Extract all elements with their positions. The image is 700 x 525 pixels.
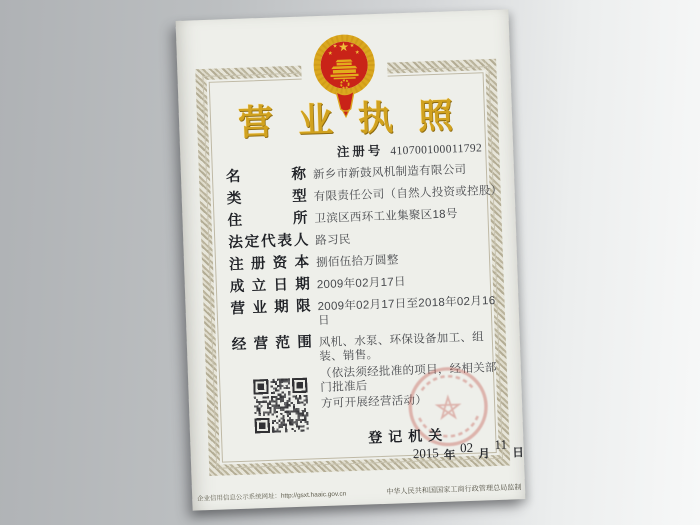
scope-line: （依法须经批准的项目，经相关部门批准后 [319,361,498,394]
field-row-establish-date [230,271,502,295]
issue-year: 2015 [412,445,440,461]
day-unit: 日 [512,447,525,460]
issue-day: 11 [494,436,508,453]
month-unit: 月 [478,448,491,461]
field-value: 有限责任公司（自然人投资或控股） [313,184,503,204]
field-row-registered-capital [229,249,501,273]
qr-code [253,378,309,434]
field-value: 2009年02月17日 [316,276,406,292]
issue-month: 02 [459,439,474,456]
field-value: 新乡市新鼓风机制造有限公司 [312,163,467,182]
paper-footer [197,481,521,503]
field-value: 路习民 [315,233,351,248]
field-row-type [226,183,503,208]
field-row-legal-representative [228,227,500,251]
field-label: 类型 [226,188,308,208]
field-label: 名称 [225,166,307,186]
field-value: 卫滨区西环工业集聚区18号 [314,208,458,226]
credit-info-url: 企业信用信息公示系统网址：http://gsxt.haaic.gov.cn [197,490,347,503]
field-label: 住所 [227,210,308,230]
scope-line: 风机、水泵、环保设备加工、组装、销售。 [318,331,485,364]
registration-number-label: 注册号 [336,143,384,160]
registrar-label: 登记机关 [367,426,449,446]
field-label: 经营范围 [231,334,313,354]
field-row-address [227,205,499,229]
scope-line: 方可开展经营活动） [320,394,428,411]
field-value: 捌佰伍拾万圆整 [315,254,399,270]
year-unit: 年 [443,449,456,462]
field-label: 法定代表人 [228,232,309,252]
license-title: 营业执照 [237,95,479,143]
business-license-document [176,9,526,510]
field-value: 2009年02月17日至2018年02月16日 [317,294,496,328]
field-label: 成立日期 [229,276,311,296]
field-label: 注册资本 [228,254,310,274]
field-label: 营业期限 [230,298,311,318]
field-row-business-term [230,293,503,331]
registration-number-value: 410700100011792 [390,142,483,158]
issuing-authority-imprint: 中华人民共和国国家工商行政管理总局监制 [385,482,522,496]
